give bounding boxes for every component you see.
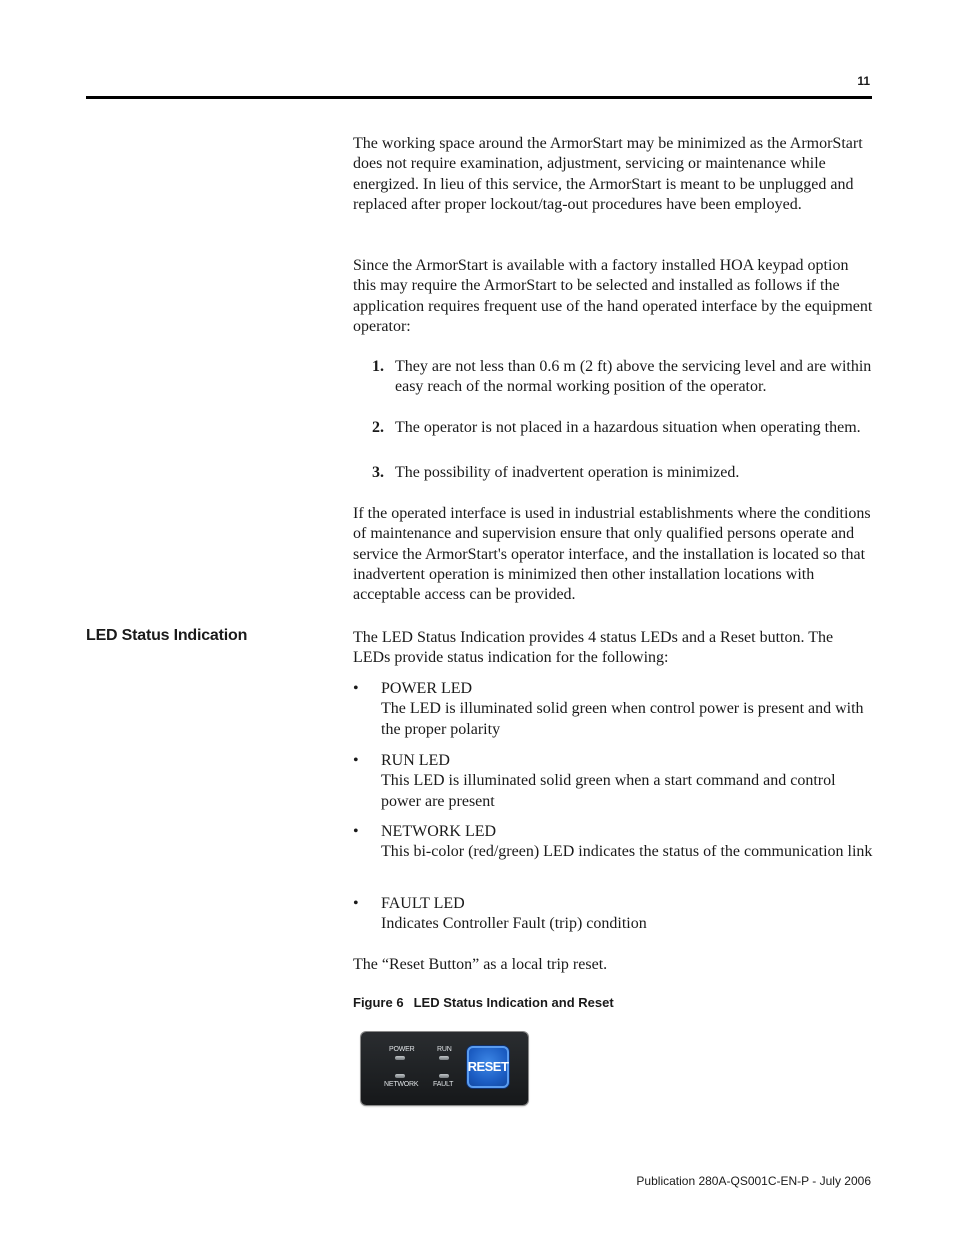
bullet-desc: This LED is illuminated solid green when a start command and control power are present bbox=[381, 772, 836, 810]
page-number: 11 bbox=[857, 74, 870, 88]
network-led-icon bbox=[395, 1074, 405, 1078]
numbered-item-3 bbox=[372, 463, 872, 483]
paragraph-text: Since the ArmorStart is available with a factory installed HOA keypad option this may require the ArmorStart to be selected and installed as follows if the application requires frequent use of the hand operated interface by the equipment operator: bbox=[353, 257, 873, 335]
led-status-panel bbox=[361, 1032, 528, 1105]
reset-note bbox=[353, 955, 873, 975]
list-text: The operator is not placed in a hazardous situation when operating them. bbox=[395, 419, 861, 436]
bullet-title: FAULT LED bbox=[381, 895, 465, 912]
bullet-title: NETWORK LED bbox=[381, 823, 497, 840]
paragraph-text: The LED Status Indication provides 4 status LEDs and a Reset button. The LEDs provide status indication for the following: bbox=[353, 629, 834, 667]
run-label: RUN bbox=[437, 1046, 452, 1053]
reset-label: RESET bbox=[467, 1059, 509, 1074]
list-number: 1. bbox=[372, 358, 384, 375]
fault-led-icon bbox=[439, 1074, 449, 1078]
bullet-dot: • bbox=[353, 895, 359, 912]
paragraph-text: The working space around the ArmorStart may be minimized as the ArmorStart does not require examination, adjustment, servicing or maintenance while energized. In lieu of this service, the ArmorStart is meant to be unplugged and replaced after proper lockout/tag-out procedures have been employed. bbox=[353, 135, 863, 213]
bullet-network-led bbox=[353, 822, 873, 863]
header-rule bbox=[86, 96, 872, 99]
paragraph-hoa-keypad bbox=[353, 256, 873, 337]
run-led-icon bbox=[439, 1056, 449, 1060]
list-text: The possibility of inadvertent operation is minimized. bbox=[395, 464, 740, 481]
publication-footer: Publication 280A-QS001C-EN-P - July 2006 bbox=[636, 1174, 871, 1188]
bullet-dot: • bbox=[353, 823, 359, 840]
bullet-fault-led bbox=[353, 894, 873, 935]
paragraph-text: If the operated interface is used in industrial establishments where the conditions of maintenance and supervision ensure that only qualified persons operate and service the ArmorStart's operator interface, and the installation is located so that inadvertent operation is minimized then other installation locations with acceptable access can be provided. bbox=[353, 505, 871, 604]
bullet-power-led bbox=[353, 679, 873, 740]
bullet-dot: • bbox=[353, 680, 359, 697]
figure-caption bbox=[353, 995, 614, 1010]
list-number: 3. bbox=[372, 464, 384, 481]
section-heading: LED Status Indication bbox=[86, 627, 248, 644]
paragraph-industrial bbox=[353, 504, 873, 605]
bullet-dot: • bbox=[353, 752, 359, 769]
numbered-item-1 bbox=[372, 357, 872, 398]
list-text: They are not less than 0.6 m (2 ft) above the servicing level and are within easy reach of the normal working position of the operator. bbox=[395, 358, 872, 396]
power-label: POWER bbox=[389, 1046, 415, 1053]
figure-number: Figure 6 bbox=[353, 995, 404, 1010]
bullet-run-led bbox=[353, 751, 873, 812]
fault-label: FAULT bbox=[433, 1081, 454, 1088]
paragraph-working-space bbox=[353, 134, 873, 215]
bullet-desc: Indicates Controller Fault (trip) condition bbox=[381, 915, 647, 933]
bullet-desc: This bi-color (red/green) LED indicates the status of the communication link bbox=[381, 843, 873, 861]
power-led-icon bbox=[395, 1056, 405, 1060]
figure-title: LED Status Indication and Reset bbox=[413, 995, 614, 1010]
bullet-title: POWER LED bbox=[381, 680, 473, 697]
list-number: 2. bbox=[372, 419, 384, 436]
reset-button[interactable] bbox=[467, 1046, 509, 1088]
bullet-desc: The LED is illuminated solid green when control power is present and with the proper polarity bbox=[381, 700, 864, 738]
network-label: NETWORK bbox=[384, 1081, 419, 1088]
section-intro bbox=[353, 628, 873, 669]
bullet-title: RUN LED bbox=[381, 752, 450, 769]
numbered-item-2 bbox=[372, 418, 872, 438]
paragraph-text: The “Reset Button” as a local trip reset. bbox=[353, 956, 608, 973]
